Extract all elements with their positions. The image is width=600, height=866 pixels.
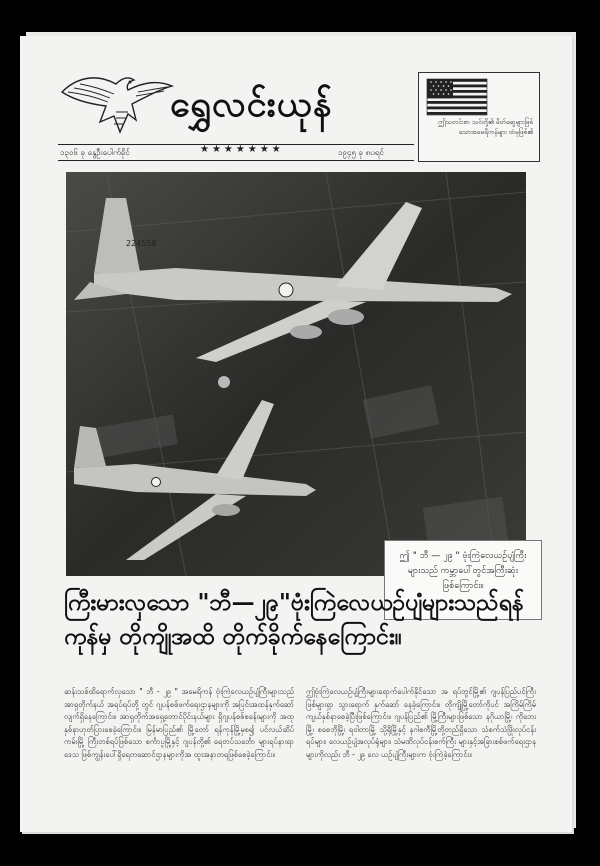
tail-number: 224558: [126, 239, 157, 248]
eagle-emblem-icon: [58, 72, 176, 138]
masthead-stars: ★★★★★★★: [200, 144, 284, 155]
flag-caption: ဤသတင်းစာ သင်တို့၏ မိတ်ဆွေများဖြစ် သောအမေရိကန်များ ထံမှဖြစ်၏: [438, 118, 533, 136]
flag-box: [418, 72, 540, 162]
issue-number: ၁၃၀၆ ခု နွေဦးပေါက်ခိုင်: [60, 148, 130, 157]
article-column-2: ဤဗုံးကြဲလေယဉ်ပျံကြီးများရောက်ပေါက်နိုင်သော အ ရပ်တွင်မြို့၏ ဂျပန်ပြည်ပင်ကြီးဖြစ်များရှာ သွားရောက် နှက်ဆော် နေခဲ့ကြောင်း။ တိုကျိုမြို့တော်ကိုပင် အကြိမ်ကြိမ် ကျယ်နှစ်နာစေခဲ့ပြီးဖြစ်ကြောင်း။ ဂျပန်ပြည်၏ မြို့ကြီးများဖြစ်သော နဂိုယာမြို့၊ ကိုဘေးမြို့၊ စစေဘိုမြို့၊ ရဝါတာမြို့ သို့ရိုမြို့နှင့် နဂါစကီမြို့တို့တည်ရှိသော သံစက်သံဖြိုးလုပ်ငန်း ရပ်များ၊ လေယဉ်ပျံအလုပ်ရုံများ၊ သံမဏိလုပ်ငန်းစက်ကြီး များနှင့်အခြားစစ်ဖက်ရေးဌာနများကိုလည်း ဘီ - ၂၉ လေ ယဉ်ပျံကြီးများက ဗုံးကြဲခဲ့ကြောင်း။: [306, 687, 536, 759]
article-column-1: ဆန်းသစ်ထိရောက်လှသော " ဘီ - ၂၉ " အမေရိကန် ဗုံးကြဲလေယဉ်ပျံကြီးများသည် အာရှတိုက်နယ် အရပ်ရပ်တို့ တွင် ဂျပန်စစ်ဖက်ရေးဌာနများကို အပြင်းအထန်နှက်ဆော် လျက်ရှိနေကြောင်း။ အာရှတိုက်အရှေ့တောင်ပိုင်းနယ်များ ရှိဂျပန်စစ်စခန်းများကို အထုနှစ်နာဟုတ်ပြားစေခဲ့ကြောင်း။ မြန်မာပြည်၏ မြို့တော် ရန်ကုန်မြို့မှစ၍ ပင်လယ်ဆိပ်ကမ်းမြို့ ကြီးတစ်ရပ်ဖြစ်သော စင်္ကာပူမြို့နှင့် ဂျပန်တို့၏ ရေတပ်သင်္ဘော များရပ်နားရာဒေသ ဖြစ်ကျွန်းပေါ်ရှိရေတဆောင်ဌာနများကိုအ ထူးအနာတရဖြစ်စေခဲ့ကြောင်း။: [64, 687, 294, 759]
us-flag-icon: [427, 79, 487, 115]
aerial-photo-image: [66, 172, 526, 576]
newspaper-title: ရွှေလင်းယုန်: [170, 83, 333, 125]
b29-bombers-photo: [66, 172, 527, 591]
headline: ကြီးမားလှသော "ဘီ—၂၉"ဗုံးကြဲလေယဉ်ပျံများသည်ရန်ကုန်မှ တိုကျိုအထိ တိုက်ခိုက်နေကြောင်း။: [64, 589, 524, 650]
newspaper-page: [20, 36, 572, 832]
issue-date: ၁၉၄၅ ခု ၈ပရင်: [338, 148, 384, 157]
photo-caption: ဤ " ဘီ — ၂၉ " ဗုံးကြဲလေယဉ်ပျံကြီးများသည် ကမ္ဘာပေါ်တွင်အကြီးဆုံးဖြစ်ကြောင်း။: [384, 540, 542, 620]
masthead-rule-bottom: [58, 160, 414, 161]
